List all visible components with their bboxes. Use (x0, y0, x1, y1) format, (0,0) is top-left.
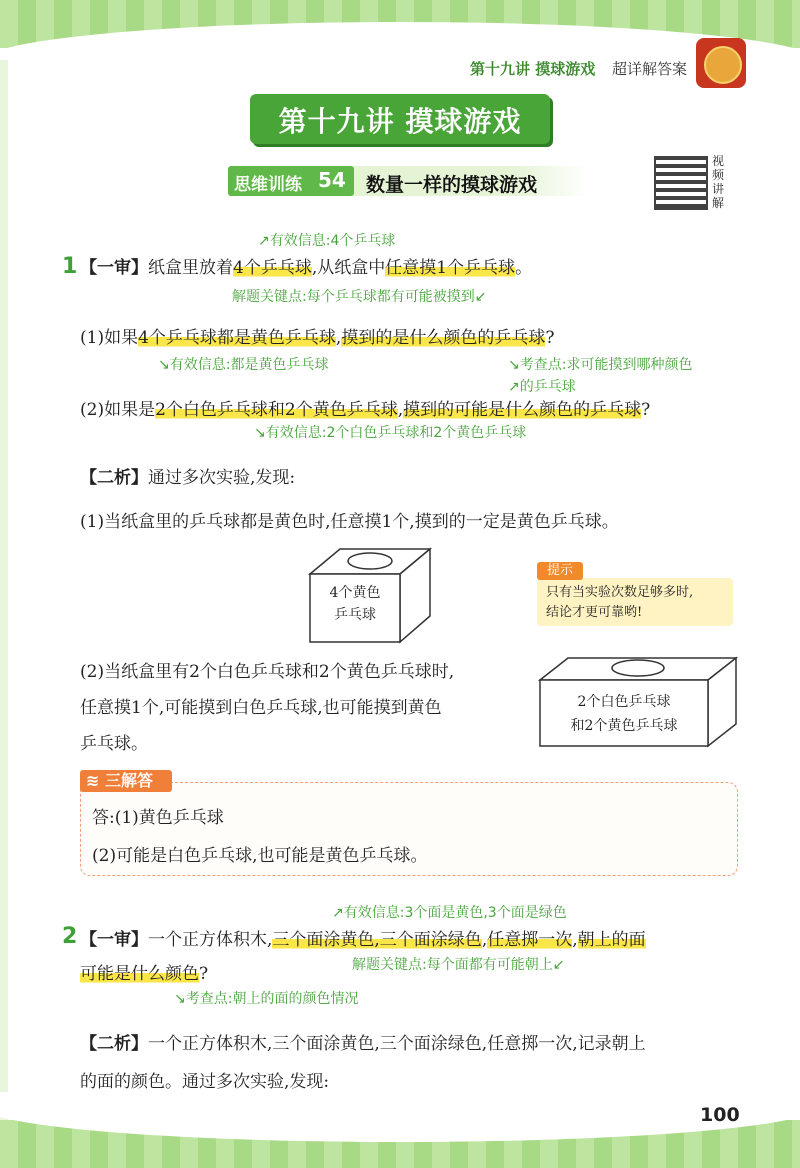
q2-text: , (572, 930, 578, 950)
section-tag-label: 思维训练 (234, 175, 302, 195)
q2-analysis-line-2: 的面的颜色。通过多次实验,发现: (80, 1072, 330, 1092)
q1-part2 (80, 398, 650, 422)
page-title: 第十九讲 摸球游戏 (278, 105, 522, 138)
q1-bracket-review: 【一审】 (80, 258, 148, 278)
q1-part1-highlight: 摸到的是什么颜色的乒乓球 (341, 328, 546, 348)
q2-analysis-line-1 (80, 1032, 646, 1056)
q1-highlight: 任意摸1个乒乓球 (385, 258, 516, 278)
analysis-point-2-line: (2)当纸盒里有2个白色乒乓球和2个黄色乒乓球时, (80, 662, 455, 682)
q1-part2-text: (2)如果是 (80, 400, 156, 420)
answer-line-1: 答:(1)黄色乒乓球 (92, 808, 224, 828)
note-effective-info: ↘有效信息:2个白色乒乓球和2个黄色乒乓球 (254, 425, 527, 441)
q1-text: 。 (515, 258, 533, 278)
q2-highlight: 三个面涂黄色,三个面涂绿色 (272, 930, 482, 950)
answer-line-2: (2)可能是白色乒乓球,也可能是黄色乒乓球。 (92, 846, 428, 866)
box1-label-line: 乒乓球 (334, 607, 376, 623)
note-effective-info: ↗有效信息:4个乒乓球 (258, 233, 396, 249)
tip-text (546, 583, 732, 623)
analysis-point-2-line: 任意摸1个,可能摸到白色乒乓球,也可能摸到黄色 (80, 698, 442, 718)
note-check-point: ↘考查点:求可能摸到哪种颜色 (508, 357, 693, 373)
box2-label-line: 和2个黄色乒乓球 (570, 718, 678, 734)
q2-stem-line2 (80, 962, 208, 986)
q2-text: 一个正方体积木, (148, 930, 273, 950)
q1-stem (80, 256, 532, 280)
book-logo-emblem (704, 46, 742, 84)
question-number: 1 (62, 254, 78, 279)
section-title: 数量一样的摸球游戏 (366, 174, 538, 196)
analysis-bracket: 【二析】 (80, 1034, 148, 1054)
q1-part1-text: (1)如果 (80, 328, 139, 348)
tip-line: 结论才更可靠哟! (546, 605, 643, 620)
tip-line: 只有当实验次数足够多时, (546, 585, 694, 600)
box2-label-line: 2个白色乒乓球 (577, 694, 671, 710)
q1-part2-highlight: 摸到的可能是什么颜色的乒乓球 (403, 400, 642, 420)
answer-tag: ≋ 三解答 (80, 770, 172, 792)
qr-label: 视频讲解 (712, 154, 725, 210)
q1-part2-highlight: 2个白色乒乓球和2个黄色乒乓球 (155, 400, 398, 420)
q2-highlight: 朝上的面 (577, 930, 646, 950)
q1-part1 (80, 326, 554, 350)
analysis-point-2 (80, 654, 454, 762)
running-header-book: 超详解答案 (612, 60, 688, 78)
q2-text: ? (199, 964, 209, 984)
analysis-bracket: 【二析】 (80, 468, 148, 488)
q2-analysis-text: 一个正方体积木,三个面涂黄色,三个面涂绿色,任意掷一次,记录朝上 (148, 1034, 646, 1054)
q1-part1-text: , (335, 328, 342, 348)
page-number: 100 (700, 1104, 740, 1126)
note-check-point: ↘考查点:朝上的面的颜色情况 (174, 991, 359, 1007)
q2-highlight: 可能是什么颜色 (80, 964, 199, 984)
q1-part2-text: ? (641, 400, 651, 420)
q1-analysis-heading (80, 466, 295, 490)
section-number: 54 (318, 168, 346, 192)
note-key-point: 解题关键点:每个乒乓球都有可能被摸到↙ (232, 289, 487, 305)
box1-label-line: 4个黄色 (329, 585, 381, 601)
note-key-point: 解题关键点:每个面都有可能朝上↙ (352, 957, 565, 973)
q2-text: , (481, 930, 488, 950)
q1-text: 纸盒里放着 (148, 258, 233, 278)
q1-highlight: 4个乒乓球 (233, 258, 312, 278)
analysis-intro: 通过多次实验,发现: (148, 468, 296, 488)
side-strip (0, 60, 8, 1120)
question-number: 2 (62, 924, 78, 949)
note-effective-info: ↘有效信息:都是黄色乒乓球 (158, 357, 329, 373)
tip-tag: 提示 (537, 562, 583, 580)
qr-code[interactable] (654, 156, 708, 210)
note-check-point-cont: ↗的乒乓球 (508, 379, 576, 395)
q2-bracket-review: 【一审】 (80, 930, 148, 950)
q2-highlight: 任意掷一次 (487, 930, 573, 950)
box1-label (310, 582, 400, 626)
box2-label (540, 690, 708, 738)
analysis-point-1: (1)当纸盒里的乒乓球都是黄色时,任意摸1个,摸到的一定是黄色乒乓球。 (80, 512, 619, 532)
q1-part2-text: , (397, 400, 404, 420)
q1-part1-highlight: 4个乒乓球都是黄色乒乓球 (138, 328, 336, 348)
analysis-point-2-line: 乒乓球。 (80, 734, 148, 754)
q2-stem (80, 928, 646, 952)
note-effective-info: ↗有效信息:3个面是黄色,3个面是绿色 (332, 905, 567, 921)
running-header-lecture: 第十九讲 摸球游戏 (470, 60, 596, 78)
q1-text: ,从纸盒中 (311, 258, 386, 278)
q1-part1-text: ? (545, 328, 555, 348)
